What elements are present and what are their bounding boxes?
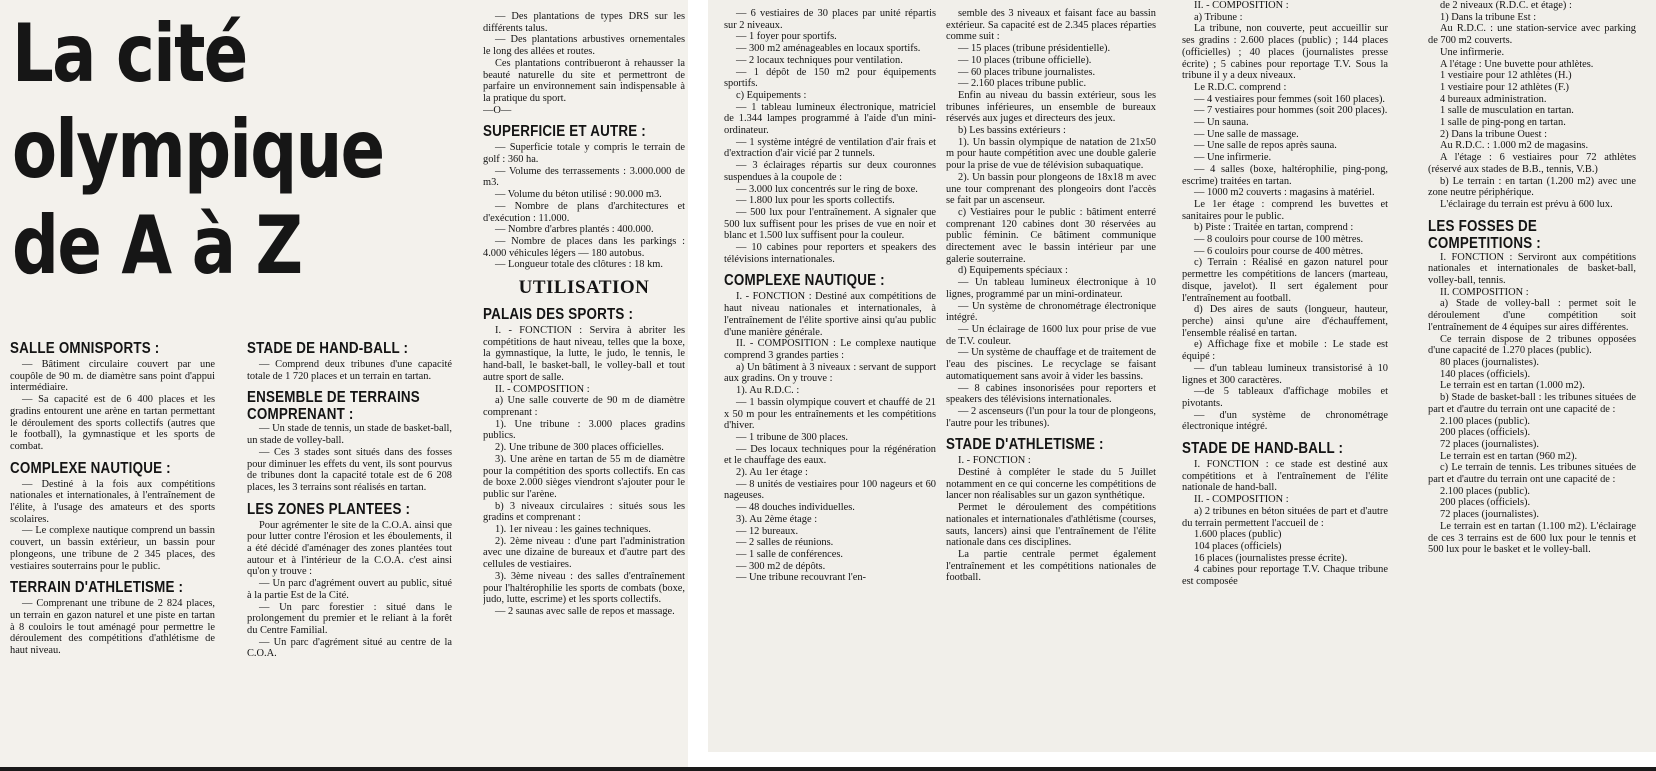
paragraph: 72 places (journalistes). (1440, 438, 1539, 450)
paragraph: — Des plantations arbustives ornementales le long des allées et routes. (483, 34, 685, 58)
paragraph: 1). Au R.D.C. : (736, 385, 800, 397)
paragraph: I. FONCTION : Serviront aux compétitions nationales et internationales de basket-ball, volley-ball, tennis. (1428, 251, 1636, 287)
paragraph: — 3 éclairages répartis sur deux couronnes suspendues à la coupole de : (724, 160, 936, 183)
paragraph: 2). Au 1er étage : (736, 467, 808, 479)
headline-line-3: de A à Z (12, 199, 302, 292)
section-title: UTILISATION (518, 277, 650, 299)
paragraph: 1 vestiaire pour 12 athlètes (H.) (1440, 70, 1572, 82)
paragraph: 200 places (officiels). (1440, 427, 1531, 439)
paragraph: — Le complexe nautique comprend un bassin couvert, un bassin extérieur, un bassin pour plongeons, une tribune de 2 345 places, des vestiaires souterrains pour le public. (10, 525, 215, 572)
separator: —O— (483, 104, 512, 116)
paragraph: — Comprend deux tribunes d'une capacité totale de 1 720 places et un terrain en tartan. (247, 359, 452, 382)
paragraph: — Une salle de massage. (1194, 128, 1299, 140)
paragraph: La partie centrale permet également l'entraînement et les compétitions nationales de football. (946, 548, 1156, 584)
paragraph: — Un tableau lumineux électronique à 10 lignes, programmé par un mini-ordinateur. (946, 277, 1156, 300)
paragraph: Le terrain est en tartan (1.000 m2). (1440, 380, 1585, 392)
paragraph: 1). 1er niveau : les gaines techniques. (495, 524, 651, 536)
paragraph: c) Le terrain de tennis. Les tribunes situées de part et d'autre du terrain ont une capacité de : (1428, 462, 1636, 486)
article-column-3 (483, 11, 685, 768)
paragraph: 104 places (officiels) (1194, 540, 1282, 552)
paragraph: 2.100 places (public). (1440, 485, 1531, 497)
paragraph: c) Equipements : (736, 89, 807, 101)
paragraph: — Des plantations de types DRS sur les différents talus. (483, 11, 685, 34)
paragraph: 2) Dans la tribune Ouest : (1440, 128, 1548, 140)
paragraph: — 10 cabines pour reporters et speakers des télévisions internationales. (724, 242, 936, 265)
paragraph: — 60 places tribune journalistes. (958, 66, 1096, 78)
paragraph: — Nombre de plans d'architectures et d'exécution : 11.000. (483, 200, 685, 224)
paragraph: Ces plantations contribueront à rehausser la beauté naturelle du site et permettront de parfaire un environnement sain indispensable à la pratique du sport. (483, 57, 685, 104)
paragraph: — 1 salle de conférences. (736, 548, 844, 560)
paragraph: 72 places (journalistes). (1440, 509, 1539, 521)
article-column-7 (1428, 0, 1636, 752)
section-heading: COMPLEXE NAUTIQUE : (10, 458, 171, 476)
paragraph: 16 places (journalistes presse écrite). (1194, 552, 1348, 564)
paragraph: a) Une salle couverte de 90 m de diamètre comprenant : (483, 395, 685, 418)
paragraph: — Une tribune recouvrant l'en- (736, 572, 866, 584)
paragraph: I. - FONCTION : Servira à abriter les compétitions de haut niveau, telles que la boxe, la gymnastique, la lutte, le judo, le tennis, le hand-ball, le basket-ball, le volley-ball et tout autre sport de salle. (483, 325, 685, 383)
paragraph: — Un éclairage de 1600 lux pour prise de vue de T.V. couleur. (946, 323, 1156, 347)
paragraph: d) Equipements spéciaux : (958, 265, 1068, 277)
paragraph: — 2 saunas avec salle de repos et massage. (495, 605, 675, 617)
paragraph: Au R.D.C. : 1.000 m2 de magasins. (1440, 140, 1589, 152)
bottom-rule (0, 767, 1656, 771)
paragraph: — 500 lux pour l'entraînement. A signaler que 500 lux suffisent pour les prises de vue en noir et blanc et 1.500 lux suffisent pour la couleur. (724, 206, 936, 242)
paragraph: c) Terrain : Réalisé en gazon naturel pour permettre les compétitions de lancers (marteau, disque, javelot). Il sert également pour l'entraînement au football. (1182, 257, 1388, 304)
paragraph: A l'étage : 6 vestiaires pour 72 athlètes (réservé aux stades de B.B., tennis, V.B.) (1428, 152, 1636, 175)
paragraph: Le R.D.C. comprend : (1194, 81, 1287, 93)
paragraph: Destiné à compléter le stade du 5 Juillet notamment en ce qui concerne les compétitions de lancer non réalisables sur un gazon synthétique. (946, 467, 1156, 502)
paragraph: — Des locaux techniques pour la régénération et le chauffage des eaux. (724, 443, 936, 467)
paragraph: Au R.D.C. : une station-service avec parking de 700 m2 couverts. (1428, 23, 1636, 47)
paragraph: — 1 bassin olympique couvert et chauffé de 21 x 50 m pour les entraînements et les compétitions d'hiver. (724, 396, 936, 432)
paragraph: 3). Au 2ème étage : (736, 513, 818, 525)
paragraph: — 1.800 lux pour les sports collectifs. (736, 195, 895, 207)
paragraph: 1 vestiaire pour 12 athlètes (F.) (1440, 81, 1570, 93)
paragraph: — 10 places (tribune officielle). (958, 54, 1092, 66)
headline-line-2: olympique (12, 103, 384, 196)
paragraph: Le 1er étage : comprend les buvettes et sanitaires pour le public. (1182, 198, 1388, 222)
paragraph: I. - FONCTION : Destiné aux compétitions de haut niveau nationales et internationales, à l'entraînement de l'élite sportive ainsi qu'au public d'une manière générale. (724, 291, 936, 338)
paragraph: — Sa capacité est de 6 400 places et les gradins entourent une arène en tartan permettant le déroulement des sports collectifs (autres que le football), la gymnastique et les sports de combat. (10, 394, 215, 452)
paragraph: b) Les bassins extérieurs : (958, 125, 1066, 137)
paragraph: 1). Un bassin olympique de natation de 21x50 m pour haute compétition avec une double galerie pour la prise de vue de télévision subaquatique. (946, 136, 1156, 172)
paragraph: — 8 couloirs pour course de 100 mètres. (1194, 234, 1364, 246)
paragraph: 1 salle de musculation en tartan. (1440, 105, 1574, 117)
section-heading: STADE D'ATHLETISME : (946, 435, 1104, 453)
paragraph: 80 places (journalistes). (1440, 356, 1539, 368)
paragraph: 1 salle de ping-pong en tartan. (1440, 117, 1566, 129)
section-heading: TERRAIN D'ATHLETISME : (10, 578, 184, 596)
article-column-4 (724, 8, 936, 752)
paragraph: — Un parc d'agrément ouvert au public, situé à la partie Est de la Cité. (247, 578, 452, 601)
paragraph: — 3.000 lux concentrés sur le ring de boxe. (736, 183, 918, 195)
section-heading: LES FOSSES DE COMPETITIONS : (1428, 216, 1541, 252)
paragraph: I. - FONCTION : (958, 455, 1031, 467)
headline-line-1: La cité (12, 7, 247, 100)
paragraph: — Une infirmerie. (1194, 152, 1272, 164)
paragraph: II. COMPOSITION : (1440, 286, 1529, 298)
paragraph: b) 3 niveaux circulaires : situés sous les gradins et comprenant : (483, 500, 685, 524)
paragraph: — 15 places (tribune présidentielle). (958, 43, 1111, 55)
paragraph: — 1 tableau lumineux électronique, matriciel de 1.344 lampes programmé à l'aide d'un mini-ordinateur. (724, 101, 936, 137)
paragraph: — Bâtiment circulaire couvert par une coupôle de 90 m. de diamètre sans point d'appui intermédiaire. (10, 359, 215, 394)
paragraph: II. - COMPOSITION : (495, 383, 590, 395)
paragraph: — d'un tableau lumineux transistorisé à 10 lignes et 300 caractères. (1182, 362, 1388, 386)
paragraph: — Destiné à la fois aux compétitions nationales et internationales, à l'entraînement de l'élite, à l'usage des amateurs et des sports scolaires. (10, 478, 215, 525)
paragraph: — Un parc d'agrément situé au centre de la C.O.A. (247, 636, 452, 660)
paragraph: 3). Une arène en tartan de 55 m de diamètre pour la compétition des sports collectifs. En cas de boxe 2.000 sièges viendront s'ajouter pour le public sur l'arène. (483, 453, 685, 500)
paragraph: 2.100 places (public). (1440, 415, 1531, 427)
article-column-1 (10, 333, 215, 768)
paragraph: 2). Un bassin pour plongeons de 18x18 m avec une tour comprenant des plongeoirs dont l'accès se fait par un ascenseur. (946, 171, 1156, 207)
paragraph: — 6 couloirs pour course de 400 mètres. (1194, 245, 1364, 257)
paragraph: — 4 salles (boxe, haltérophilie, ping-pong, escrime) traitées en tartan. (1182, 163, 1388, 187)
paragraph: 1). Une tribune : 3.000 places gradins publics. (483, 418, 685, 442)
paragraph: Le terrain est en tartan (1.100 m2). L'éclairage de ces 3 terrains est de 600 lux pour le tennis et 500 lux pour le basket et le volley-ball. (1428, 520, 1636, 556)
paragraph: 200 places (officiels). (1440, 497, 1531, 509)
paragraph: — 2 salles de réunions. (736, 537, 834, 549)
paragraph: — Volume des terrassements : 3.000.000 de m3. (483, 165, 685, 189)
section-heading: PALAIS DES SPORTS : (483, 305, 634, 323)
article-column-6 (1182, 0, 1388, 752)
section-heading: SUPERFICIE ET AUTRE : (483, 122, 646, 140)
paragraph: — 300 m2 aménageables en locaux sportifs. (736, 43, 921, 55)
paragraph: Une infirmerie. (1440, 46, 1505, 58)
section-heading: COMPLEXE NAUTIQUE : (724, 271, 885, 289)
paragraph: b) Le terrain : en tartan (1.200 m2) avec une zone neutre périphérique. (1428, 175, 1636, 199)
paragraph: — Nombre d'arbres plantés : 400.000. (495, 224, 654, 236)
paragraph: — Longueur totale des clôtures : 18 km. (495, 259, 663, 271)
paragraph: — d'un système de chronométrage électronique intégré. (1182, 409, 1388, 433)
paragraph: — Un stade de tennis, un stade de basket-ball, un stade de volley-ball. (247, 423, 452, 447)
paragraph: e) Affichage fixe et mobile : Le stade est équipé : (1182, 339, 1388, 363)
paragraph: — 12 bureaux. (736, 525, 799, 537)
paragraph: a) 2 tribunes en béton situées de part et d'autre du terrain permettent l'accueil de : (1182, 505, 1388, 529)
paragraph: 1) Dans la tribune Est : (1440, 11, 1537, 23)
paragraph: — 4 vestiaires pour femmes (soit 160 places). (1194, 93, 1386, 105)
paragraph: — 8 unités de vestiaires pour 100 nageurs et 60 nageuses. (724, 478, 936, 502)
paragraph: — Volume du béton utilisé : 90.000 m3. (495, 189, 662, 201)
section-heading: LES ZONES PLANTEES : (247, 499, 411, 517)
paragraph: L'éclairage du terrain est prévu à 600 lux. (1440, 198, 1613, 210)
section-heading: STADE DE HAND-BALL : (1182, 439, 1344, 457)
paragraph: — 1 dépôt de 150 m2 pour équipements sportifs. (724, 66, 936, 90)
paragraph: — 1 système intégré de ventilation d'air frais et d'extraction d'air vicié par 2 tunnels. (724, 136, 936, 160)
paragraph: —de 5 tableaux d'affichage mobiles et pivotants. (1182, 386, 1388, 409)
paragraph: 4 cabines pour reportage T.V. Chaque tribune est composée (1182, 564, 1388, 588)
paragraph: 140 places (officiels). (1440, 368, 1531, 380)
paragraph: — Ces 3 stades sont situés dans des fosses pour diminuer les effets du vent, ils sont pourvus de tribunes dont la capacité totale est de 6 208 places, les 3 terrains sont réalisés en tartan. (247, 446, 452, 493)
paragraph: 4 bureaux administration. (1440, 93, 1547, 105)
paragraph: 2). 2ème niveau : d'une part l'administration avec une dizaine de bureaux et d'autre part des cellules de vestiaires. (483, 535, 685, 571)
paragraph: d) Des aires de sauts (longueur, hauteur, perche) ainsi qu'une aire d'échauffement, l'ensemble réalisé en tartan. (1182, 304, 1388, 339)
paragraph: Ce terrain dispose de 2 tribunes opposées d'une capacité de 1.270 places (public). (1428, 333, 1636, 357)
article-column-5 (946, 8, 1156, 752)
paragraph: La tribune, non couverte, peut accueillir sur ses gradins : 2.600 places (public) ; 144 places (officielles) ; 40 places (journalistes presse écrite) ; 5 cabines pour reportage T.V. Sous la tribune il y a deux niveaux. (1182, 23, 1388, 82)
paragraph: II. - COMPOSITION : Le complexe nautique comprend 3 grandes parties : (724, 338, 936, 361)
article-headline (12, 6, 384, 294)
section-heading: SALLE OMNISPORTS : (10, 339, 160, 357)
paragraph: 2). Une tribune de 300 places officielles. (495, 442, 664, 454)
paragraph: I. FONCTION : ce stade est destiné aux compétitions et à l'entraînement de l'élite nationale de hand-ball. (1182, 459, 1388, 494)
paragraph: Le terrain est en tartan (960 m2). (1440, 450, 1578, 462)
section-heading: ENSEMBLE DE TERRAINS COMPRENANT : (247, 388, 420, 423)
paragraph: — 1000 m2 couverts : magasins à matériel. (1194, 187, 1375, 199)
paragraph: — Superficie totale y compris le terrain de golf : 360 ha. (483, 142, 685, 166)
paragraph: — Un parc forestier : situé dans le prolongement du premier et le reliant à la forêt du Centre Familial. (247, 601, 452, 636)
paragraph: — Nombre de places dans les parkings : 4.000 véhicules légers — 180 autobus. (483, 235, 685, 259)
paragraph: — 300 m2 de dépôts. (736, 560, 826, 572)
paragraph: 3). 3ème niveau : des salles d'entraînement pour l'haltérophilie les sports de combats (boxe, judo, lutte, escrime) et les sports collectifs. (483, 570, 685, 606)
paragraph: Pour agrémenter le site de la C.O.A. ainsi que pour lutter contre l'érosion et les éboulements, il a été décidé d'aménager des zones plantées tout autour et à l'intérieur de la C.O.A. c'est ainsi qu'on y trouve : (247, 519, 452, 578)
paragraph: A l'étage : Une buvette pour athlètes. (1440, 58, 1594, 70)
paragraph: — Comprenant une tribune de 2 824 places, un terrain en gazon naturel et une piste en tartan à 8 couloirs le tout aménagé pour permettre le déroulement des compétitions d'athlétisme de haut niveau. (10, 598, 215, 657)
paragraph: a) Stade de volley-ball : permet soit le déroulement d'une compétition soit l'entraînement de 4 équipes sur aires différentes. (1428, 298, 1636, 333)
paragraph: Permet le déroulement des compétitions nationales et internationales d'athlétisme (courses, sauts, lancers) ainsi que l'entraînement de l'élite nationale dans ces disciplines. (946, 502, 1156, 549)
paragraph: a) Tribune : (1194, 11, 1243, 23)
paragraph: II. - COMPOSITION : (1194, 0, 1289, 11)
paragraph: — 8 cabines insonorisées pour reporters et speakers des télévisions internationales. (946, 382, 1156, 406)
paragraph: — 2.160 places tribune public. (958, 78, 1087, 90)
paragraph: — 48 douches individuelles. (736, 502, 855, 514)
paragraph: — 7 vestiaires pour hommes (soit 200 places). (1194, 105, 1388, 117)
paragraph: semble des 3 niveaux et faisant face au bassin extérieur. Sa capacité est de 2.345 places réparties comme suit : (946, 8, 1156, 43)
article-column-2 (247, 333, 452, 768)
paragraph: — Un sauna. (1194, 117, 1249, 129)
paragraph: — 2 locaux techniques pour ventilation. (736, 54, 903, 66)
paragraph: c) Vestiaires pour le public : bâtiment enterré comprenant 120 cabines dont 30 réservées au public féminin. Ce bâtiment communique directement avec le bassin intérieur par une galerie souterraine. (946, 206, 1156, 265)
right-newspaper-panel (708, 0, 1656, 752)
paragraph: — 2 ascenseurs (l'un pour la tour de plongeons, l'autre pour les tribunes). (946, 405, 1156, 429)
paragraph: — 1 foyer pour sportifs. (736, 31, 837, 43)
paragraph: — Une salle de repos après sauna. (1194, 140, 1337, 152)
paragraph: Enfin au niveau du bassin extérieur, sous les tribunes inférieures, un ensemble de bureaux réservés aux juges et directeurs des jeux. (946, 89, 1156, 125)
paragraph: — 1 tribune de 300 places. (736, 431, 848, 443)
paragraph: — 6 vestiaires de 30 places par unité répartis sur 2 niveaux. (724, 8, 936, 31)
paragraph: b) Stade de basket-ball : les tribunes situées de part et d'autre du terrain ont une capacité de : (1428, 392, 1636, 415)
paragraph: de 2 niveaux (R.D.C. et étage) : (1440, 0, 1572, 11)
paragraph: 1.600 places (public) (1194, 529, 1282, 541)
paragraph: II. - COMPOSITION : (1194, 494, 1289, 506)
paragraph: b) Piste : Traitée en tartan, comprend : (1194, 222, 1354, 234)
section-heading: STADE DE HAND-BALL : (247, 339, 409, 357)
paragraph: a) Un bâtiment à 3 niveaux : servant de support aux gradins. On y trouve : (724, 361, 936, 385)
paragraph: — Un système de chronométrage électronique intégré. (946, 300, 1156, 324)
paragraph: — Un système de chauffage et de traitement de l'eau des piscines. Le recyclage se faisant automatiquement sans avoir à vider les bassins. (946, 347, 1156, 382)
left-newspaper-panel (0, 0, 688, 771)
